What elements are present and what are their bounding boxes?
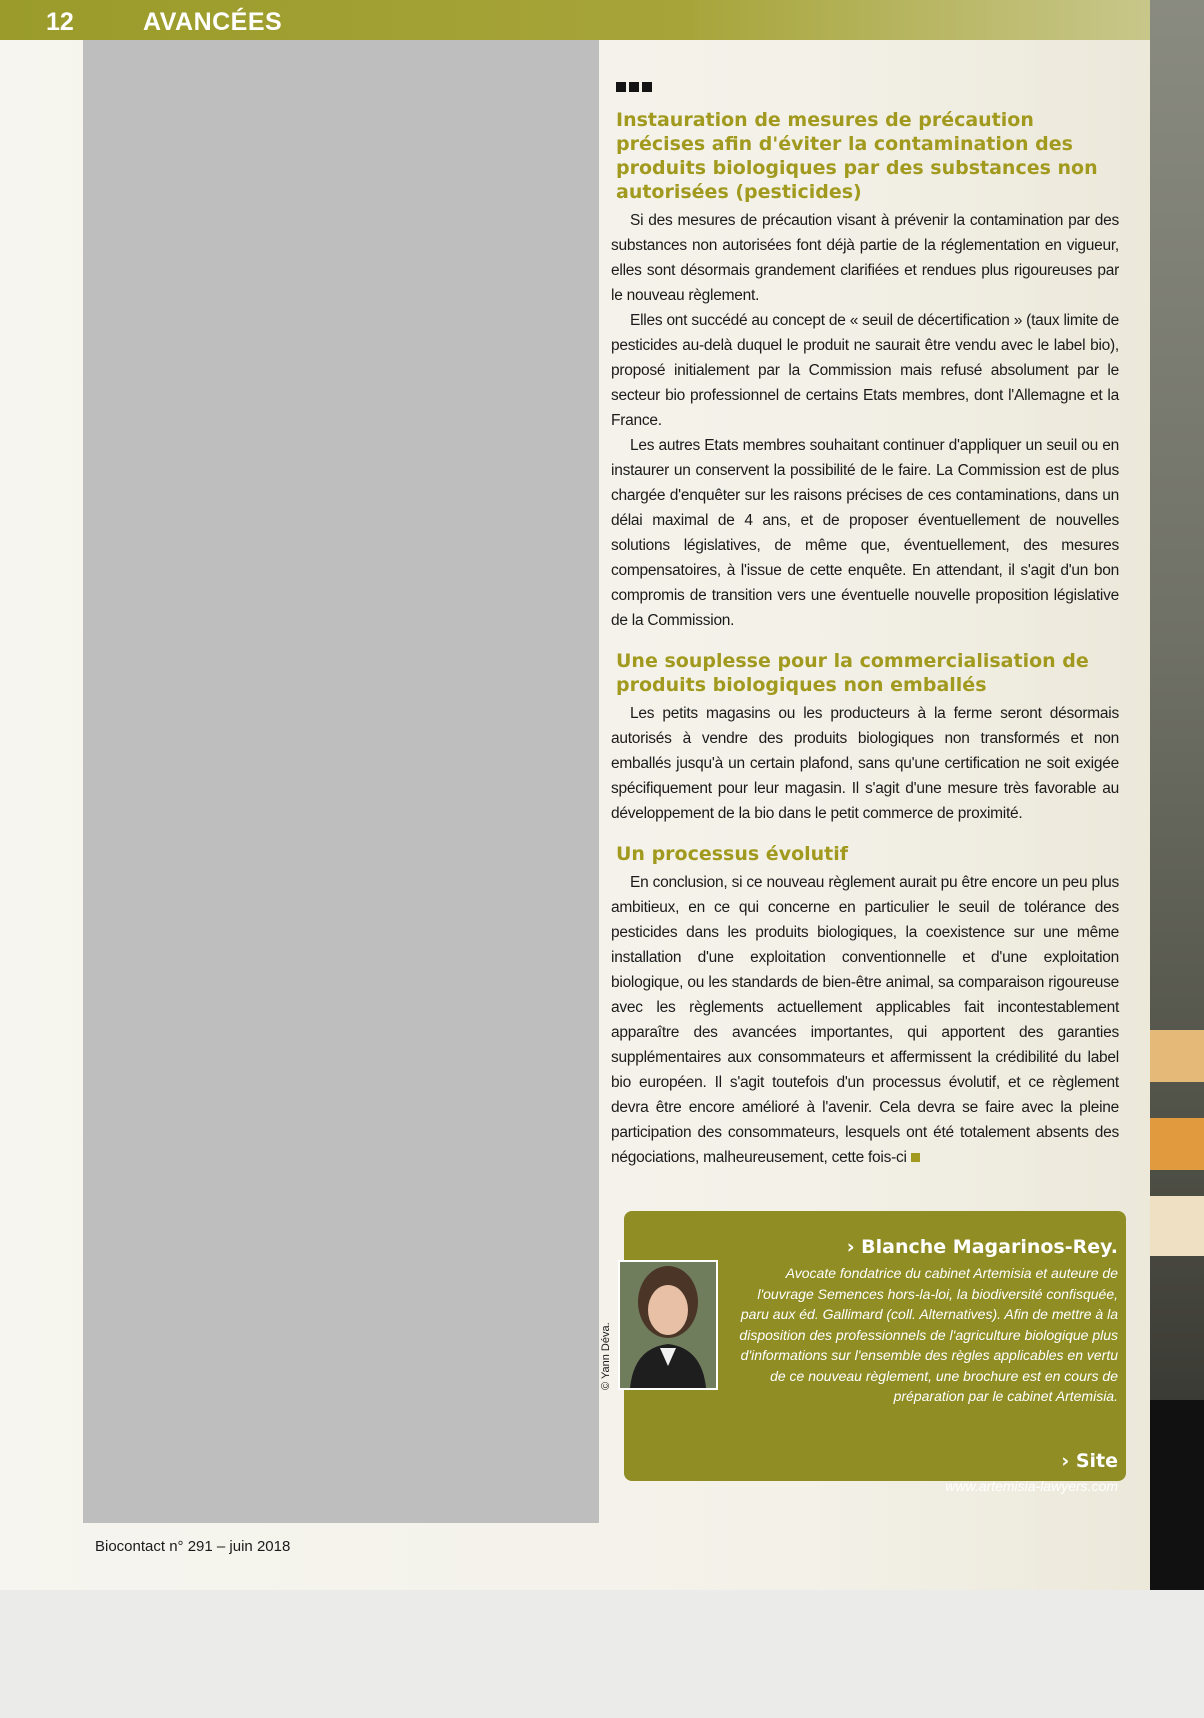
- article-body: [611, 82, 1119, 1170]
- author-photo: [618, 1260, 718, 1390]
- section-heading: Un processus évolutif: [616, 843, 849, 865]
- paragraph: Si des mesures de précaution visant à prévenir la contamination par des substances non autorisées font déjà partie de la réglementation en vigueur, elles sont désormais grandement clarifiées et rendues plus rigoureuses par le nouveau règlement.: [611, 212, 1119, 304]
- section-heading: Une souplesse pour la commercialisation de produits biologiques non emballés: [616, 650, 1089, 696]
- facing-page-tab: [1150, 1196, 1204, 1256]
- site-label: › Site: [1061, 1450, 1118, 1472]
- end-mark-icon: [911, 1153, 920, 1162]
- paragraph: [611, 870, 1119, 1170]
- section-marker: [616, 82, 1119, 92]
- section-title: AVANCÉES: [143, 8, 283, 36]
- section-heading: Instauration de mesures de précaution précises afin d'éviter la contamination des produits biologiques par des substances non autorisées (pesticides): [616, 109, 1098, 203]
- facing-page-tab: [1150, 1118, 1204, 1170]
- author-bio: Avocate fondatrice du cabinet Artemisia et auteure de l'ouvrage Semences hors-la-loi, la biodiversité confisquée, paru aux éd. Gallimard (coll. Alternatives). Afin de mettre à la disposition des professionnels de l'agriculture biologique plus d'informations sur l'ensemble des règles applicables en vertu de ce nouveau règlement, une brochure est en cours de préparation par le cabinet Artemisia.: [739, 1265, 1118, 1404]
- page-number: 12: [46, 8, 74, 36]
- paragraph-text: En conclusion, si ce nouveau règlement aurait pu être encore un peu plus ambitieux, en ce qui concerne en particulier le seuil de tolérance des pesticides dans les produits biologiques, la coexistence sur une même installation d'une exploitation conventionnelle et d'une exploitation biologique, ou les standards de bien-être animal, sa comparaison rigoureuse avec les règlements actuellement applicables fait incontestablement apparaître des avancées importantes, qui apportent des garanties supplémentaires aux consommateurs et affermissent la crédibilité du label bio européen. Il s'agit toutefois d'un processus évolutif, et ce règlement devra être encore amélioré à l'avenir. Cela devra se faire avec la pleine participation des consommateurs, lesquels ont été totalement absents des négociations, malheureusement, cette fois-ci: [611, 874, 1119, 1166]
- image-placeholder: [83, 40, 599, 1523]
- header-bar: [0, 0, 1150, 40]
- facing-page-edge: [1150, 0, 1204, 1590]
- paragraph: Les petits magasins ou les producteurs à la ferme seront désormais autorisés à vendre des produits biologiques non transformés et non emballés jusqu'à un certain plafond, sans qu'une certification ne soit exigée spécifiquement pour leur magasin. Il s'agit d'une mesure très favorable au développement de la bio dans le petit commerce de proximité.: [611, 705, 1119, 822]
- author-name: › Blanche Magarinos-Rey.: [846, 1236, 1118, 1258]
- photo-credit: © Yann Déva.: [600, 1322, 612, 1390]
- facing-page-dark-area: [1150, 1400, 1204, 1590]
- scan-background: [0, 1590, 1204, 1718]
- facing-page-tab: [1150, 1030, 1204, 1082]
- footer-issue: Biocontact n° 291 – juin 2018: [95, 1538, 291, 1555]
- paragraph: Les autres Etats membres souhaitant continuer d'appliquer un seuil ou en instaurer un conservent la possibilité de le faire. La Commission est de plus chargée d'enquêter sur les raisons précises de ces contaminations, dans un délai maximal de 4 ans, et de proposer éventuellement de nouvelles solutions législatives, de même que, éventuellement, des mesures compensatoires, à l'issue de cette enquête. En attendant, il s'agit d'un bon compromis de transition vers une éventuelle nouvelle proposition législative de la Commission.: [611, 437, 1119, 629]
- paragraph: Elles ont succédé au concept de « seuil de décertification » (taux limite de pesticides au-delà duquel le produit ne saurait être vendu avec le label bio), proposé initialement par la Commission mais refusé absolument par le secteur bio professionnel de certains Etats membres, dont l'Allemagne et la France.: [611, 312, 1119, 429]
- site-url: www.artemisia-lawyers.com: [945, 1478, 1118, 1494]
